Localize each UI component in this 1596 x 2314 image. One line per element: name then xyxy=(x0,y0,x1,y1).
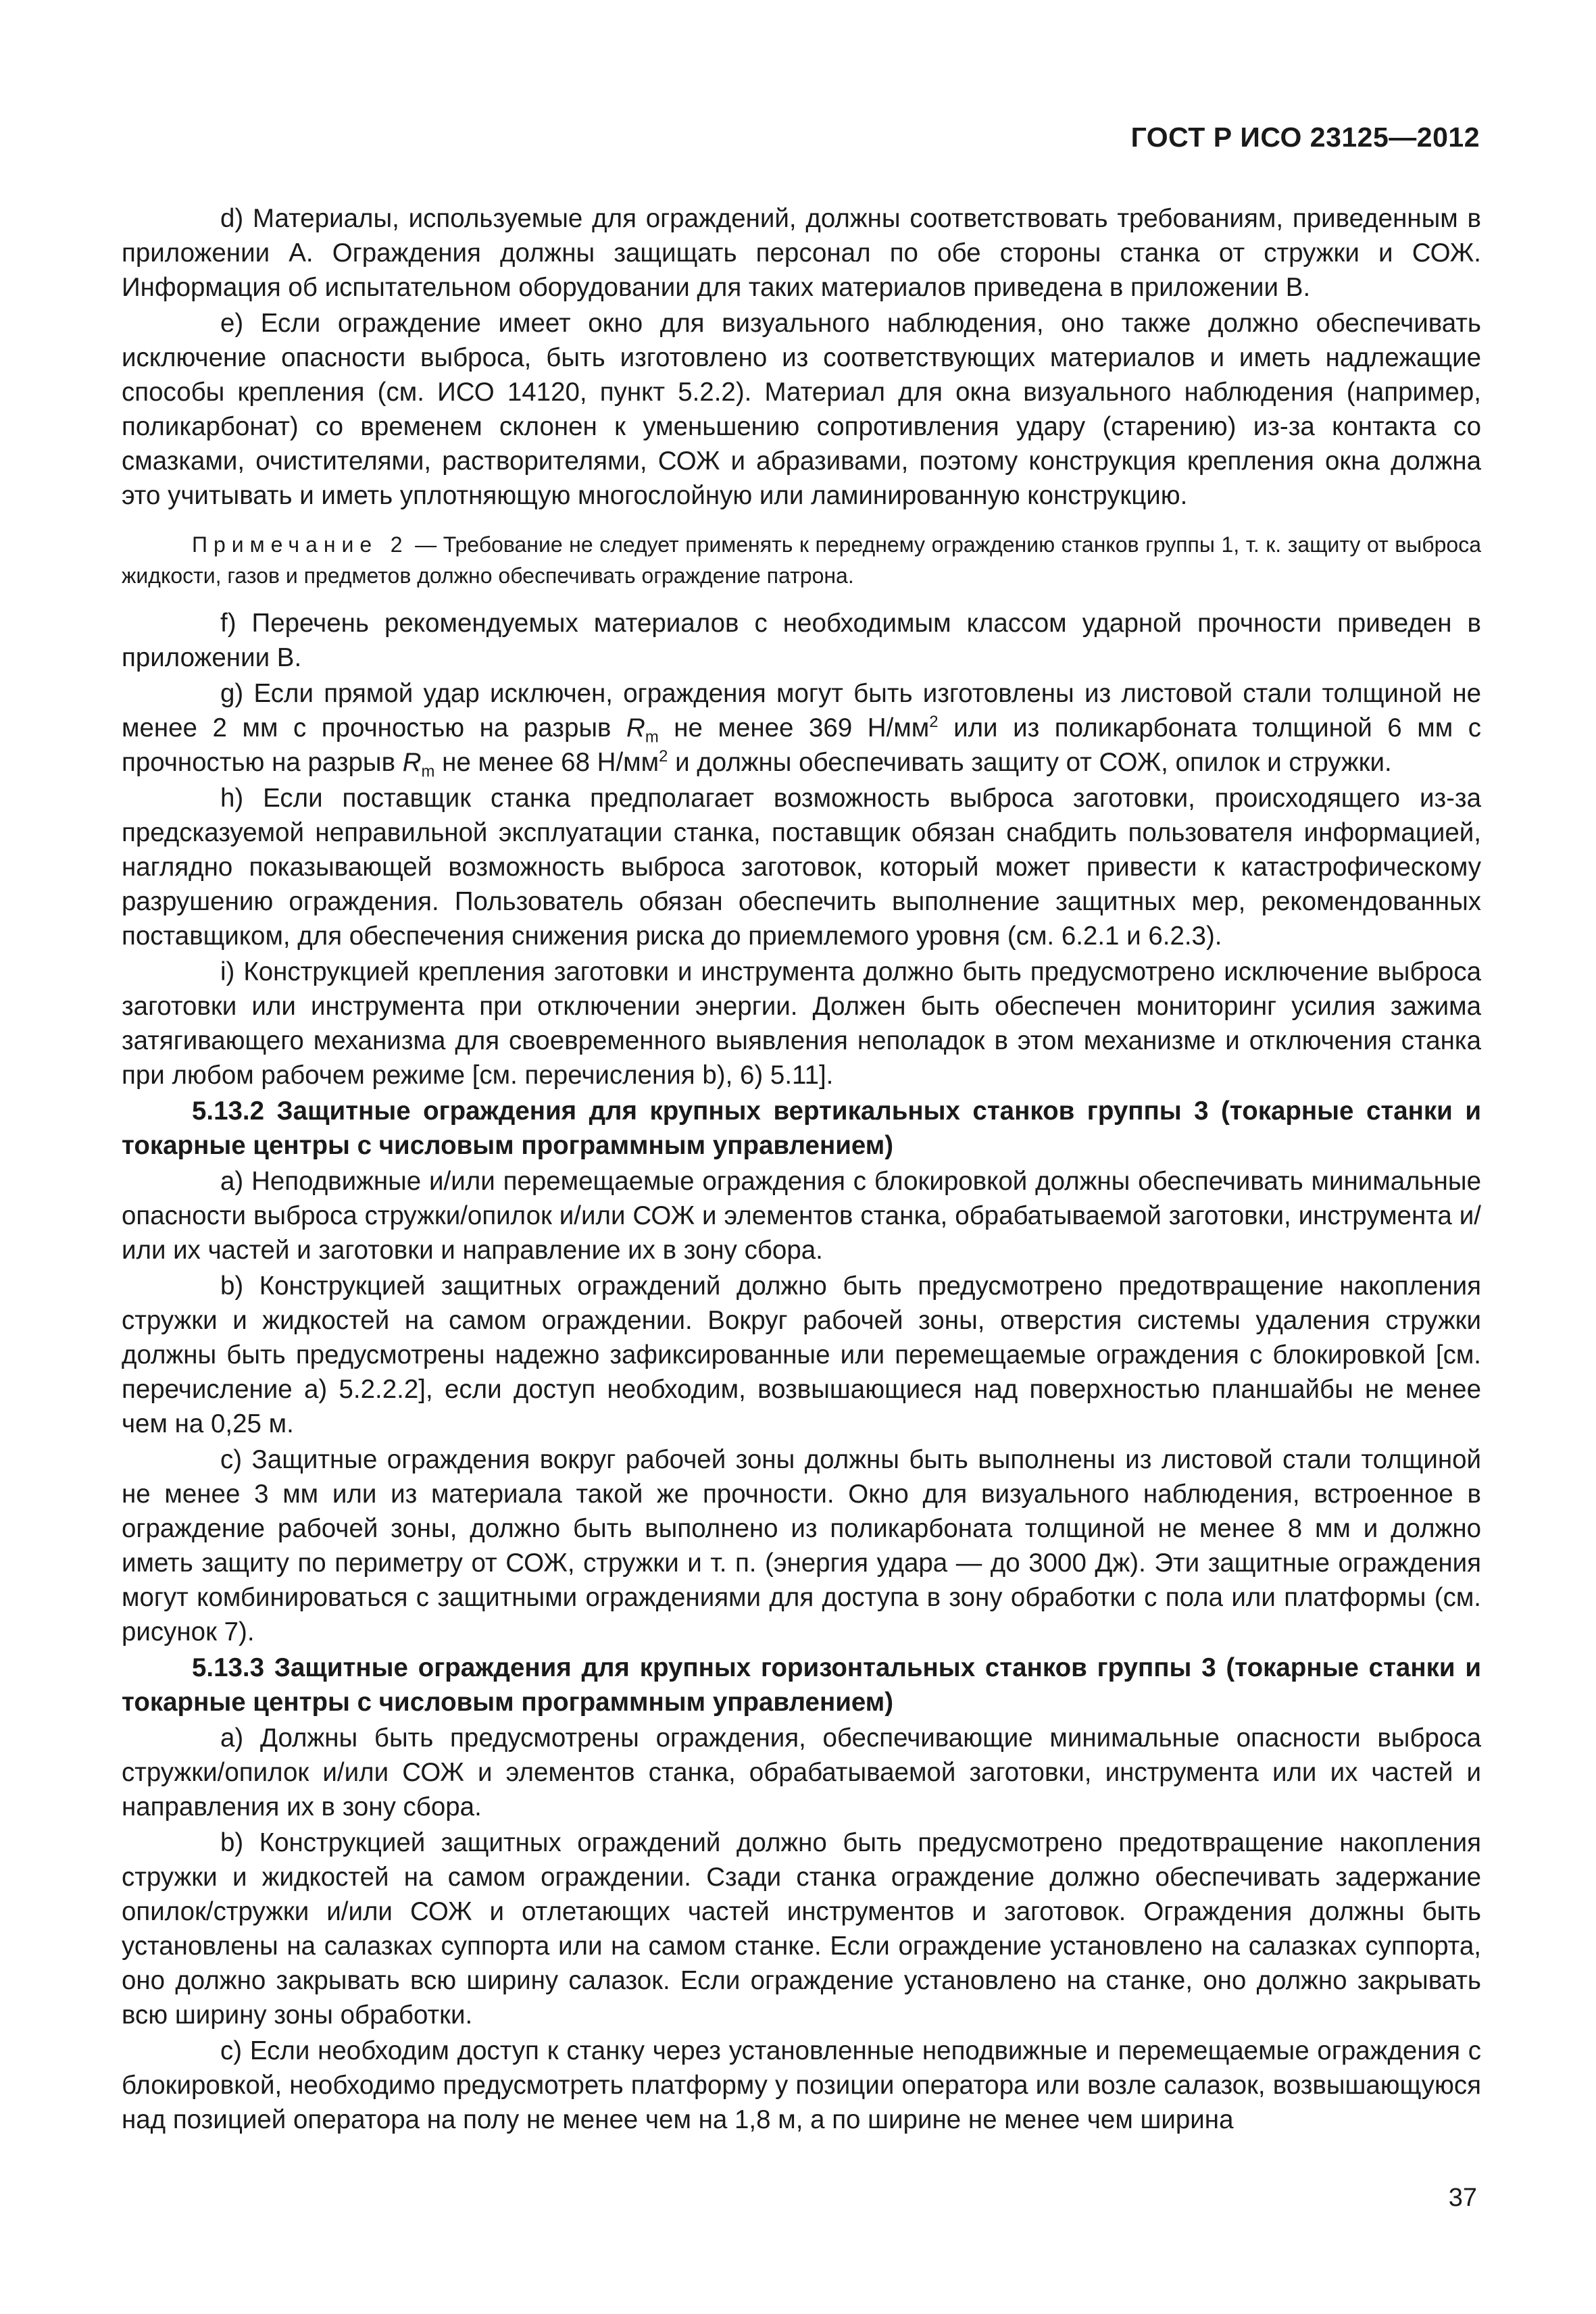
paragraph-g-part-3: или из поликарбоната толщиной 6 мм с прочностью на разрыв xyxy=(122,713,1481,777)
unit-exponent-2: 2 xyxy=(659,747,668,766)
paragraph-5-13-3-b: b) Конструкцией защитных ограждений должно быть предусмотрено предотвращение накопления стружки и жидкостей на самом ограждении. Сзади станка ограждение должно обеспечивать задержание опилок/стружки и/или СОЖ и отлетающих частей инструментов и заготовок. Ограждения должны быть установлены на салазках суппорта или на самом станке. Если ограждение установлено на салазках суппорта, оно должно закрывать всю ширину салазок. Если ограждение установлено на станке, оно должно закрывать всю ширину зоны обработки. xyxy=(122,1828,1481,2030)
paragraph-5-13-2-c: с) Защитные ограждения вокруг рабочей зоны должны быть выполнены из листовой стали толщиной не менее 3 мм или из материала такой же прочности. Окно для визуального наблюдения, встроенное в ограждение рабочей зоны, должно быть выполнено из поликарбоната толщиной не менее 8 мм и должно иметь защиту по периметру от СОЖ, стружки и т. п. (энергия удара — до 3000 Дж). Эти защитные ограждения могут комбинироваться с защитными ограждениями для доступа в зону обработки с пола или платформы (см. рисунок 7). xyxy=(122,1445,1481,1646)
paragraph-e: е) Если ограждение имеет окно для визуального наблюдения, оно также должно обеспечивать исключение опасности выброса, быть изготовлено из соответствующих материалов и иметь надлежащие способы крепления (см. ИСО 14120, пункт 5.2.2). Материал для окна визуального наблюдения (например, поликарбонат) со временем склонен к уменьшению сопротивления удару (старению) из-за контакта со смазками, очистителями, растворителями, СОЖ и абразивами, поэтому конструкция крепления окна должна это учитывать и иметь уплотняющую многослойную или ламинированную конструкцию. xyxy=(122,309,1481,510)
paragraph-5-13-2-b: b) Конструкцией защитных ограждений должно быть предусмотрено предотвращение накопления стружки и жидкостей на самом ограждении. Вокруг рабочей зоны, отверстия системы удаления стружки должны быть предусмотрены надежно зафиксированные или перемещаемые ограждения с блокировкой [см. перечисление а) 5.2.2.2], если доступ необходим, возвышающиеся над поверхностью планшайбы не менее чем на 0,25 м. xyxy=(122,1272,1481,1438)
section-heading-5-13-2: 5.13.2 Защитные ограждения для крупных вертикальных станков группы 3 (токарные станки и токарные центры с числовым программным управлением) xyxy=(122,1097,1481,1160)
paragraph-g-part-2: не менее 369 Н/мм xyxy=(658,713,930,743)
paragraph-g-part-5: и должны обеспечивать защиту от СОЖ, опилок и стружки. xyxy=(668,748,1392,777)
paragraph-f: f) Перечень рекомендуемых материалов с необходимым классом ударной прочности приведен в приложении В. xyxy=(122,609,1481,672)
paragraph-d: d) Материалы, используемые для ограждений, должны соответствовать требованиям, приведенным в приложении А. Ограждения должны защищать персонал по обе стороны станка от стружки и СОЖ. Информация об испытательном оборудовании для таких материалов приведена в приложении В. xyxy=(122,204,1481,302)
unit-exponent: 2 xyxy=(929,713,939,732)
paragraph-i: i) Конструкцией крепления заготовки и инструмента должно быть предусмотрено исключение выброса заготовки или инструмента при отключении энергии. Должен быть обеспечен мониторинг усилия зажима затягивающего механизма для своевременного выявления неполадок в этом механизме и отключения станка при любом рабочем режиме [см. перечисления b), 6) 5.11]. xyxy=(122,957,1481,1090)
note-2 xyxy=(122,529,1481,591)
paragraph-5-13-2-a: а) Неподвижные и/или перемещаемые ограждения с блокировкой должны обеспечивать минимальные опасности выброса стружки/опилок и/или СОЖ и элементов станка, обрабатываемой заготовки, инструмента и/или их частей и заготовки и направление их в зону сбора. xyxy=(122,1167,1481,1265)
tensile-strength-subscript-2: m xyxy=(421,762,435,781)
note-label: Примечание 2 xyxy=(192,532,409,557)
paragraph-g-part-4: не менее 68 Н/мм xyxy=(434,748,659,777)
section-heading-5-13-3: 5.13.3 Защитные ограждения для крупных горизонтальных станков группы 3 (токарные станки и токарные центры с числовым программным управлением) xyxy=(122,1653,1481,1717)
paragraph-h: h) Если поставщик станка предполагает возможность выброса заготовки, происходящего из-за предсказуемой неправильной эксплуатации станка, поставщик обязан снабдить пользователя информацией, наглядно показывающей возможность выброса заготовок, который может привести к катастрофическому разрушению ограждения. Пользователь обязан обеспечить выполнение защитных мер, рекомендованных поставщиком, для обеспечения снижения риска до приемлемого уровня (см. 6.2.1 и 6.2.3). xyxy=(122,784,1481,951)
document-code-header: ГОСТ Р ИСО 23125—2012 xyxy=(1130,122,1480,153)
tensile-strength-symbol: R xyxy=(626,713,645,743)
paragraph-g xyxy=(122,676,1481,780)
note-text: — Требование не следует применять к переднему ограждению станков группы 1, т. к. защиту от выброса жидкости, газов и предметов должно обеспечивать ограждение патрона. xyxy=(122,532,1482,588)
tensile-strength-symbol-2: R xyxy=(402,748,422,777)
tensile-strength-subscript: m xyxy=(645,728,659,747)
paragraph-5-13-3-a: а) Должны быть предусмотрены ограждения, обеспечивающие минимальные опасности выброса стружки/опилок и/или СОЖ и элементов станка, обрабатываемой заготовки, инструмента или их частей и направления их в зону сбора. xyxy=(122,1724,1481,1821)
paragraph-g-part-1: g) Если прямой удар исключен, ограждения могут быть изготовлены из листовой стали толщиной не менее 2 мм с прочностью на разрыв xyxy=(122,679,1481,743)
page-number: 37 xyxy=(1448,2184,1477,2212)
paragraph-5-13-3-c: с) Если необходим доступ к станку через установленные неподвижные и перемещаемые ограждения с блокировкой, необходимо предусмотреть платформу у позиции оператора или возле салазок, возвышающуюся над позицией оператора на полу не менее чем на 1,8 м, а по ширине не менее чем ширина xyxy=(122,2036,1481,2134)
document-body xyxy=(122,201,1481,2137)
